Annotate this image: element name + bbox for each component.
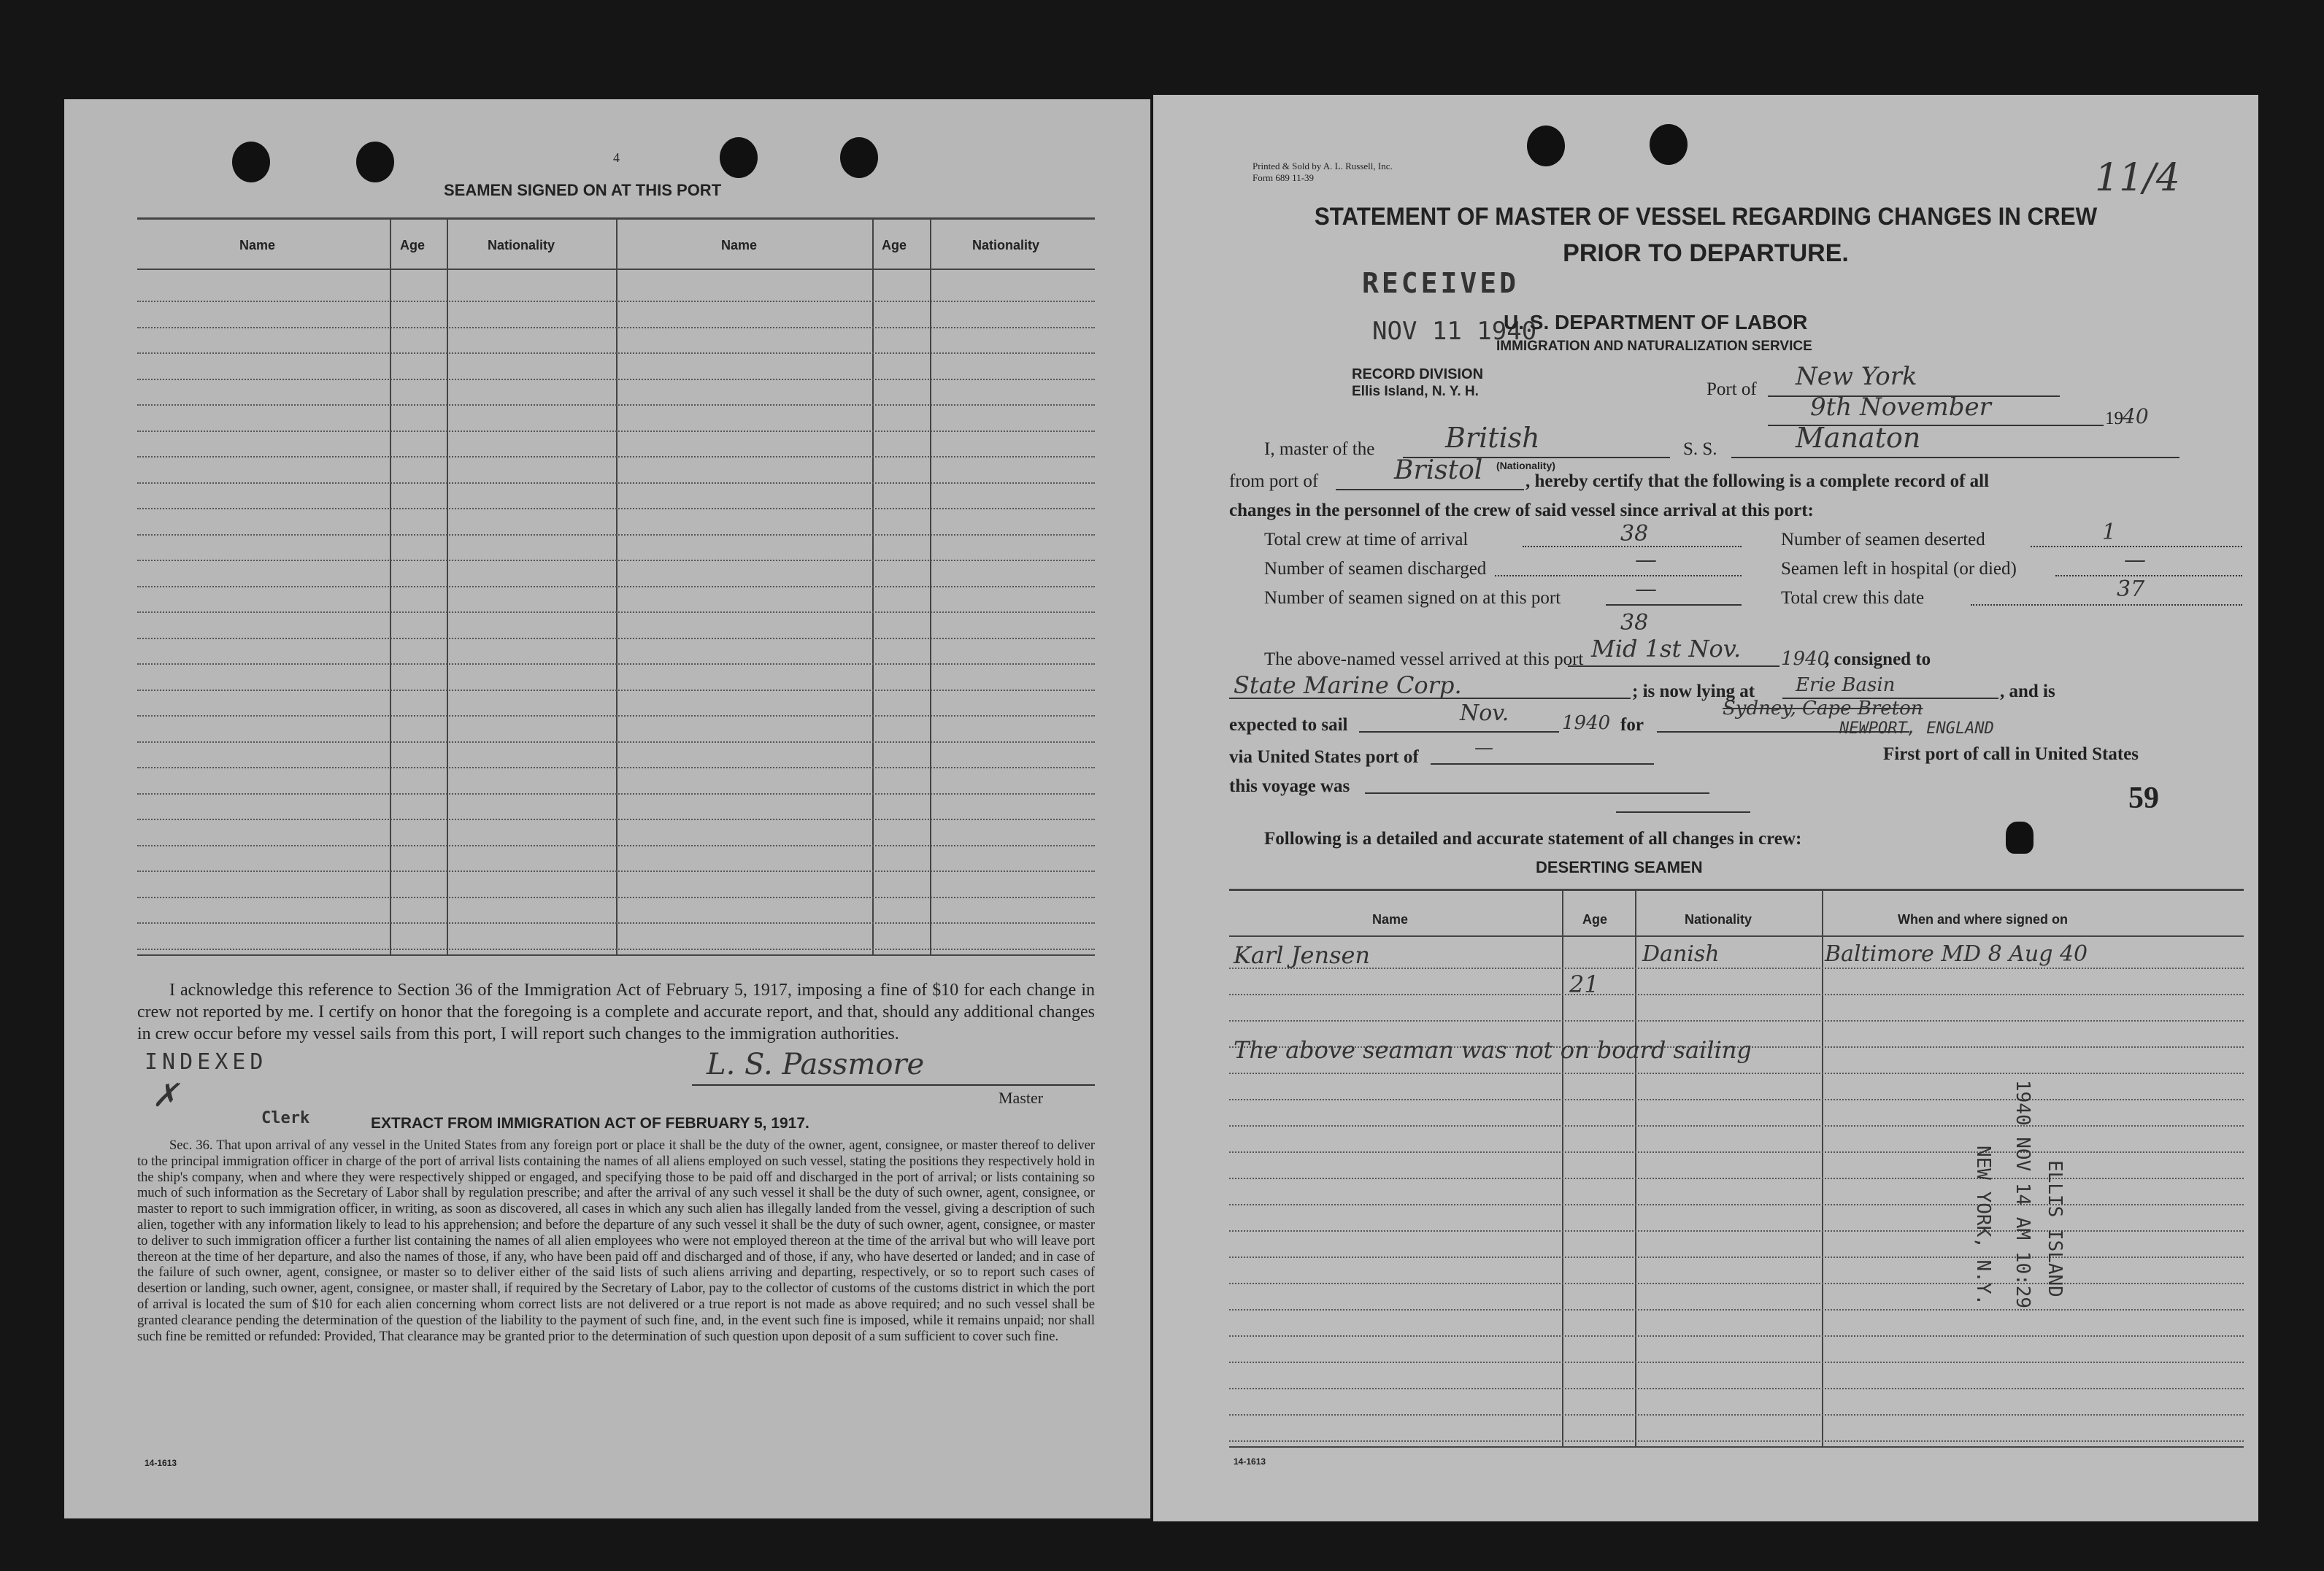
date-time-stamp: 1940 NOV 14 AM 10:29 <box>2012 1080 2034 1309</box>
lying-value: Erie Basin <box>1796 674 1896 696</box>
signed-on-label: Number of seamen signed on at this port <box>1264 588 1561 608</box>
table-row <box>1229 1414 2244 1416</box>
ellis-island: Ellis Island, N. Y. H. <box>1352 384 1479 399</box>
arrived-line <box>1568 665 1779 667</box>
from-port-value: Bristol <box>1394 455 1483 485</box>
via-line <box>1431 763 1654 765</box>
record-division: RECORD DIVISION <box>1352 366 1484 382</box>
table-row <box>137 301 1095 302</box>
form-title-line1: STATEMENT OF MASTER OF VESSEL REGARDING CHANGES IN CREW <box>1314 203 2098 231</box>
nationality-value: British <box>1445 422 1540 454</box>
consignee-value: State Marine Corp. <box>1234 671 1462 699</box>
table-row <box>1229 1388 2244 1389</box>
hospital-value: — <box>2124 547 2146 573</box>
table-row <box>137 663 1095 665</box>
table-row <box>1229 1309 2244 1311</box>
expected-label: expected to sail <box>1229 715 1348 735</box>
clerk-initials: ✗ <box>152 1077 179 1114</box>
table-row <box>137 922 1095 924</box>
discharged-label: Number of seamen discharged <box>1264 559 1487 579</box>
punch-hole <box>720 137 758 178</box>
table-row <box>1229 1362 2244 1363</box>
table-row <box>137 949 1095 950</box>
table-row <box>137 871 1095 872</box>
form-code: 14-1613 <box>1234 1456 1266 1467</box>
table-row <box>137 793 1095 795</box>
table-row <box>1229 1440 2244 1442</box>
arrived-value: Mid 1st Nov. <box>1591 635 1742 663</box>
row-nationality: Danish <box>1642 941 1720 967</box>
short-line <box>1616 811 1750 813</box>
form-number: Form 689 11-39 <box>1253 172 1315 183</box>
punch-hole <box>840 137 878 178</box>
signature-line <box>692 1084 1095 1086</box>
table-row <box>1229 994 2244 995</box>
punch-hole <box>356 142 394 182</box>
table-row <box>1229 1073 2244 1074</box>
row-signed: Baltimore MD 8 Aug 40 <box>1825 941 2088 967</box>
expected-line <box>1359 731 1559 733</box>
table-row <box>137 352 1095 354</box>
ellis-island-stamp: ELLIS ISLAND <box>2044 1160 2066 1297</box>
extract-title: EXTRACT FROM IMMIGRATION ACT OF FEBRUARY 5, 1917. <box>371 1115 809 1132</box>
expected-value: Nov. <box>1460 700 1509 726</box>
table-top-border <box>1229 889 2244 891</box>
table-row <box>137 611 1095 613</box>
punch-hole <box>232 142 270 182</box>
changes-text: changes in the personnel of the crew of said vessel since arrival at this port: <box>1229 501 1814 520</box>
arrived-year: 1940 <box>1781 648 1830 670</box>
via-label: via United States port of <box>1229 747 1419 767</box>
indexed-stamp: INDEXED <box>145 1049 268 1075</box>
expected-year: 1940 <box>1562 712 1611 734</box>
following-text: Following is a detailed and accurate statement of all changes in crew: <box>1264 829 1802 849</box>
via-value: — <box>1474 737 1493 759</box>
master-of-label: I, master of the <box>1264 439 1375 459</box>
col-age: Age <box>400 238 426 252</box>
left-title: SEAMEN SIGNED ON AT THIS PORT <box>444 181 722 199</box>
dotted-line <box>2055 575 2242 576</box>
port-of-value: New York <box>1796 362 1917 391</box>
table-row <box>1229 968 2244 969</box>
corner-note: 11/4 <box>2095 156 2180 200</box>
table-row <box>137 379 1095 380</box>
deserting-title: DESERTING SEAMEN <box>1536 858 1703 876</box>
lying-label: ; is now lying at <box>1632 682 1755 701</box>
table-row <box>137 327 1095 328</box>
table-row <box>1229 1257 2244 1258</box>
table-row <box>137 586 1095 587</box>
acknowledgement-text: I acknowledge this reference to Section 36 of the Immigration Act of February 5, 1917, imposing a fine of $10 for each change in crew not reported by me. I certify on honor that the foregoing is a complete and accurate report, and that, should any additional changes in crew occur before my vessel sails from this port, I will report such changes to the immigration authorities. <box>137 981 1095 1043</box>
table-row <box>137 845 1095 846</box>
col-name: Name <box>239 238 276 252</box>
form-title-line2: PRIOR TO DEPARTURE. <box>1563 239 1849 267</box>
punch-hole <box>1527 126 1565 166</box>
table-row <box>137 638 1095 639</box>
from-port-line <box>1336 489 1524 490</box>
for-value-struck: Sydney, Cape Breton <box>1723 698 1923 719</box>
table-row <box>137 560 1095 561</box>
col-signed: When and where signed on <box>1898 912 2069 927</box>
table-row <box>1229 1230 2244 1232</box>
hospital-label: Seamen left in hospital (or died) <box>1781 559 2017 579</box>
table-header-border <box>1229 935 2244 937</box>
ship-line <box>1731 457 2179 458</box>
table-row <box>1229 1178 2244 1179</box>
table-row <box>137 767 1095 768</box>
total-crew-date-value: 37 <box>2117 576 2145 602</box>
file-number: 59 <box>2128 781 2159 815</box>
year-printed: 19 <box>2105 409 2123 428</box>
table-row <box>137 741 1095 743</box>
col-nationality: Nationality <box>488 238 555 252</box>
port-of-label: Port of <box>1707 379 1757 399</box>
arrived-label: The above-named vessel arrived at this port <box>1264 649 1584 669</box>
consigned-label: , consigned to <box>1825 649 1931 669</box>
page-number: 4 <box>613 150 620 165</box>
for-value: NEWPORT, ENGLAND <box>1839 719 1994 738</box>
discharged-value: — <box>1635 547 1657 573</box>
table-row <box>1229 1125 2244 1127</box>
table-bottom-border <box>137 954 1095 956</box>
certify-text: , hereby certify that the following is a complete record of all <box>1525 471 1990 491</box>
printer-line: Printed & Sold by A. L. Russell, Inc. <box>1253 161 1393 171</box>
table-row <box>137 819 1095 820</box>
right-page <box>1153 95 2258 1521</box>
col-name: Name <box>1372 912 1409 927</box>
service: IMMIGRATION AND NATURALIZATION SERVICE <box>1496 339 1812 354</box>
ship-name: Manaton <box>1796 422 1921 454</box>
dotted-line <box>1971 604 2242 606</box>
table-row <box>1229 1099 2244 1100</box>
table-row <box>137 456 1095 458</box>
deserted-value: 1 <box>2102 520 2117 545</box>
total-crew-arrival-value: 38 <box>1620 521 1649 547</box>
col-age: Age <box>1582 912 1608 927</box>
table-row <box>137 404 1095 406</box>
table-row <box>137 715 1095 717</box>
subtotal-value: 38 <box>1620 610 1649 636</box>
for-label: for <box>1620 715 1644 735</box>
master-label: Master <box>999 1089 1044 1107</box>
and-is-label: , and is <box>2000 682 2055 701</box>
ss-label: S. S. <box>1683 439 1717 459</box>
col-age: Age <box>882 238 907 252</box>
ink-blot <box>2006 822 2034 854</box>
row-age: 21 <box>1569 970 1599 998</box>
col-nationality: Nationality <box>972 238 1040 252</box>
first-port-label: First port of call in United States <box>1883 744 2139 764</box>
table-row <box>1229 1283 2244 1284</box>
row-name: Karl Jensen <box>1234 941 1371 969</box>
signed-on-value: — <box>1635 576 1657 602</box>
left-page <box>64 99 1150 1518</box>
table-row <box>137 897 1095 898</box>
table-row <box>137 482 1095 484</box>
form-code: 14-1613 <box>145 1458 177 1468</box>
table-bottom-border <box>1229 1446 2244 1448</box>
new-york-stamp: NEW YORK, N.Y. <box>1972 1146 1994 1306</box>
table-row <box>1229 1151 2244 1153</box>
from-port-label: from port of <box>1229 471 1319 491</box>
table-row <box>1229 1204 2244 1205</box>
received-stamp: RECEIVED <box>1362 267 1520 299</box>
dotted-line <box>1495 575 1742 576</box>
master-signature: L. S. Passmore <box>707 1048 925 1081</box>
col-name: Name <box>721 238 758 252</box>
total-crew-arrival-label: Total crew at time of arrival <box>1264 530 1469 549</box>
signed-on-line <box>1606 604 1742 606</box>
col-nationality: Nationality <box>1685 912 1752 927</box>
voyage-line <box>1365 792 1709 794</box>
clerk-label: Clerk <box>261 1109 310 1127</box>
remark: The above seaman was not on board sailing <box>1234 1036 1752 1064</box>
deserted-label: Number of seamen deserted <box>1781 530 1985 549</box>
table-row <box>1229 1020 2244 1022</box>
table-row <box>137 690 1095 691</box>
table-row <box>1229 1335 2244 1337</box>
nationality-label: (Nationality) <box>1496 460 1555 471</box>
total-crew-date-label: Total crew this date <box>1781 588 1925 608</box>
year-written: 40 <box>2123 404 2149 428</box>
table-row <box>137 431 1095 432</box>
department: U. S. DEPARTMENT OF LABOR <box>1504 311 1808 333</box>
received-date: NOV 11 1940 <box>1372 317 1537 346</box>
date-value: 9th November <box>1810 393 1991 422</box>
this-voyage-label: this voyage was <box>1229 776 1350 796</box>
extract-text: Sec. 36. That upon arrival of any vessel in the United States from any foreign port or place it shall be the duty of the owner, agent, consignee, or master thereof to deliver to the principal immigration officer in charge of the port of arrival lists containing the names of all aliens employed on such vessel, stating the positions they respectively hold in the ship's company, when and where they were respectively shipped or engaged, and specifying those to be paid off and discharged in the port of arrival; or lists containing so much of such information as the Secretary of Labor shall by regulation prescribe; and after the arrival of any such vessel it shall be the duty of such owner, agent, consignee, or master to report to such immigration officer, in writing, as soon as discovered, all cases in which any such alien has illegally landed from the vessel, giving a description of such alien, together with any information likely to lead to his apprehension; and before the departure of any such vessel it shall be the duty of such owner, agent, consignee, or master to deliver to such immigration officer a further list containing the names of all alien employees who were not employed thereon at the time of the arrival but who will leave port thereon at the time of her departure, and also the names of those, if any, who have been paid off and discharged and of those, if any, who have deserted or landed; and in case of the failure of such owner, agent, consignee, or master so to deliver either of the said lists of such aliens arriving and departing, respectively, or so to report such cases of desertion or landing, such owner, agent, consignee, or master shall, if required by the Secretary of Labor, pay to the collector of customs of the customs district in which the port of arrival is located the sum of $10 for each alien concerning whom correct lists are not delivered or a true report is not made as above required; and no such vessel shall be granted clearance pending the determination of the question of the liability to the payment of such fine, and, in the event such fine is imposed, while it remains unpaid; nor shall such fine be remitted or refunded: Provided, That clearance may be granted prior to the determination of such question upon deposit of a sum sufficient to cover such fine. <box>137 1138 1095 1344</box>
table-row <box>137 534 1095 536</box>
punch-hole <box>1650 124 1688 165</box>
table-row <box>137 508 1095 509</box>
